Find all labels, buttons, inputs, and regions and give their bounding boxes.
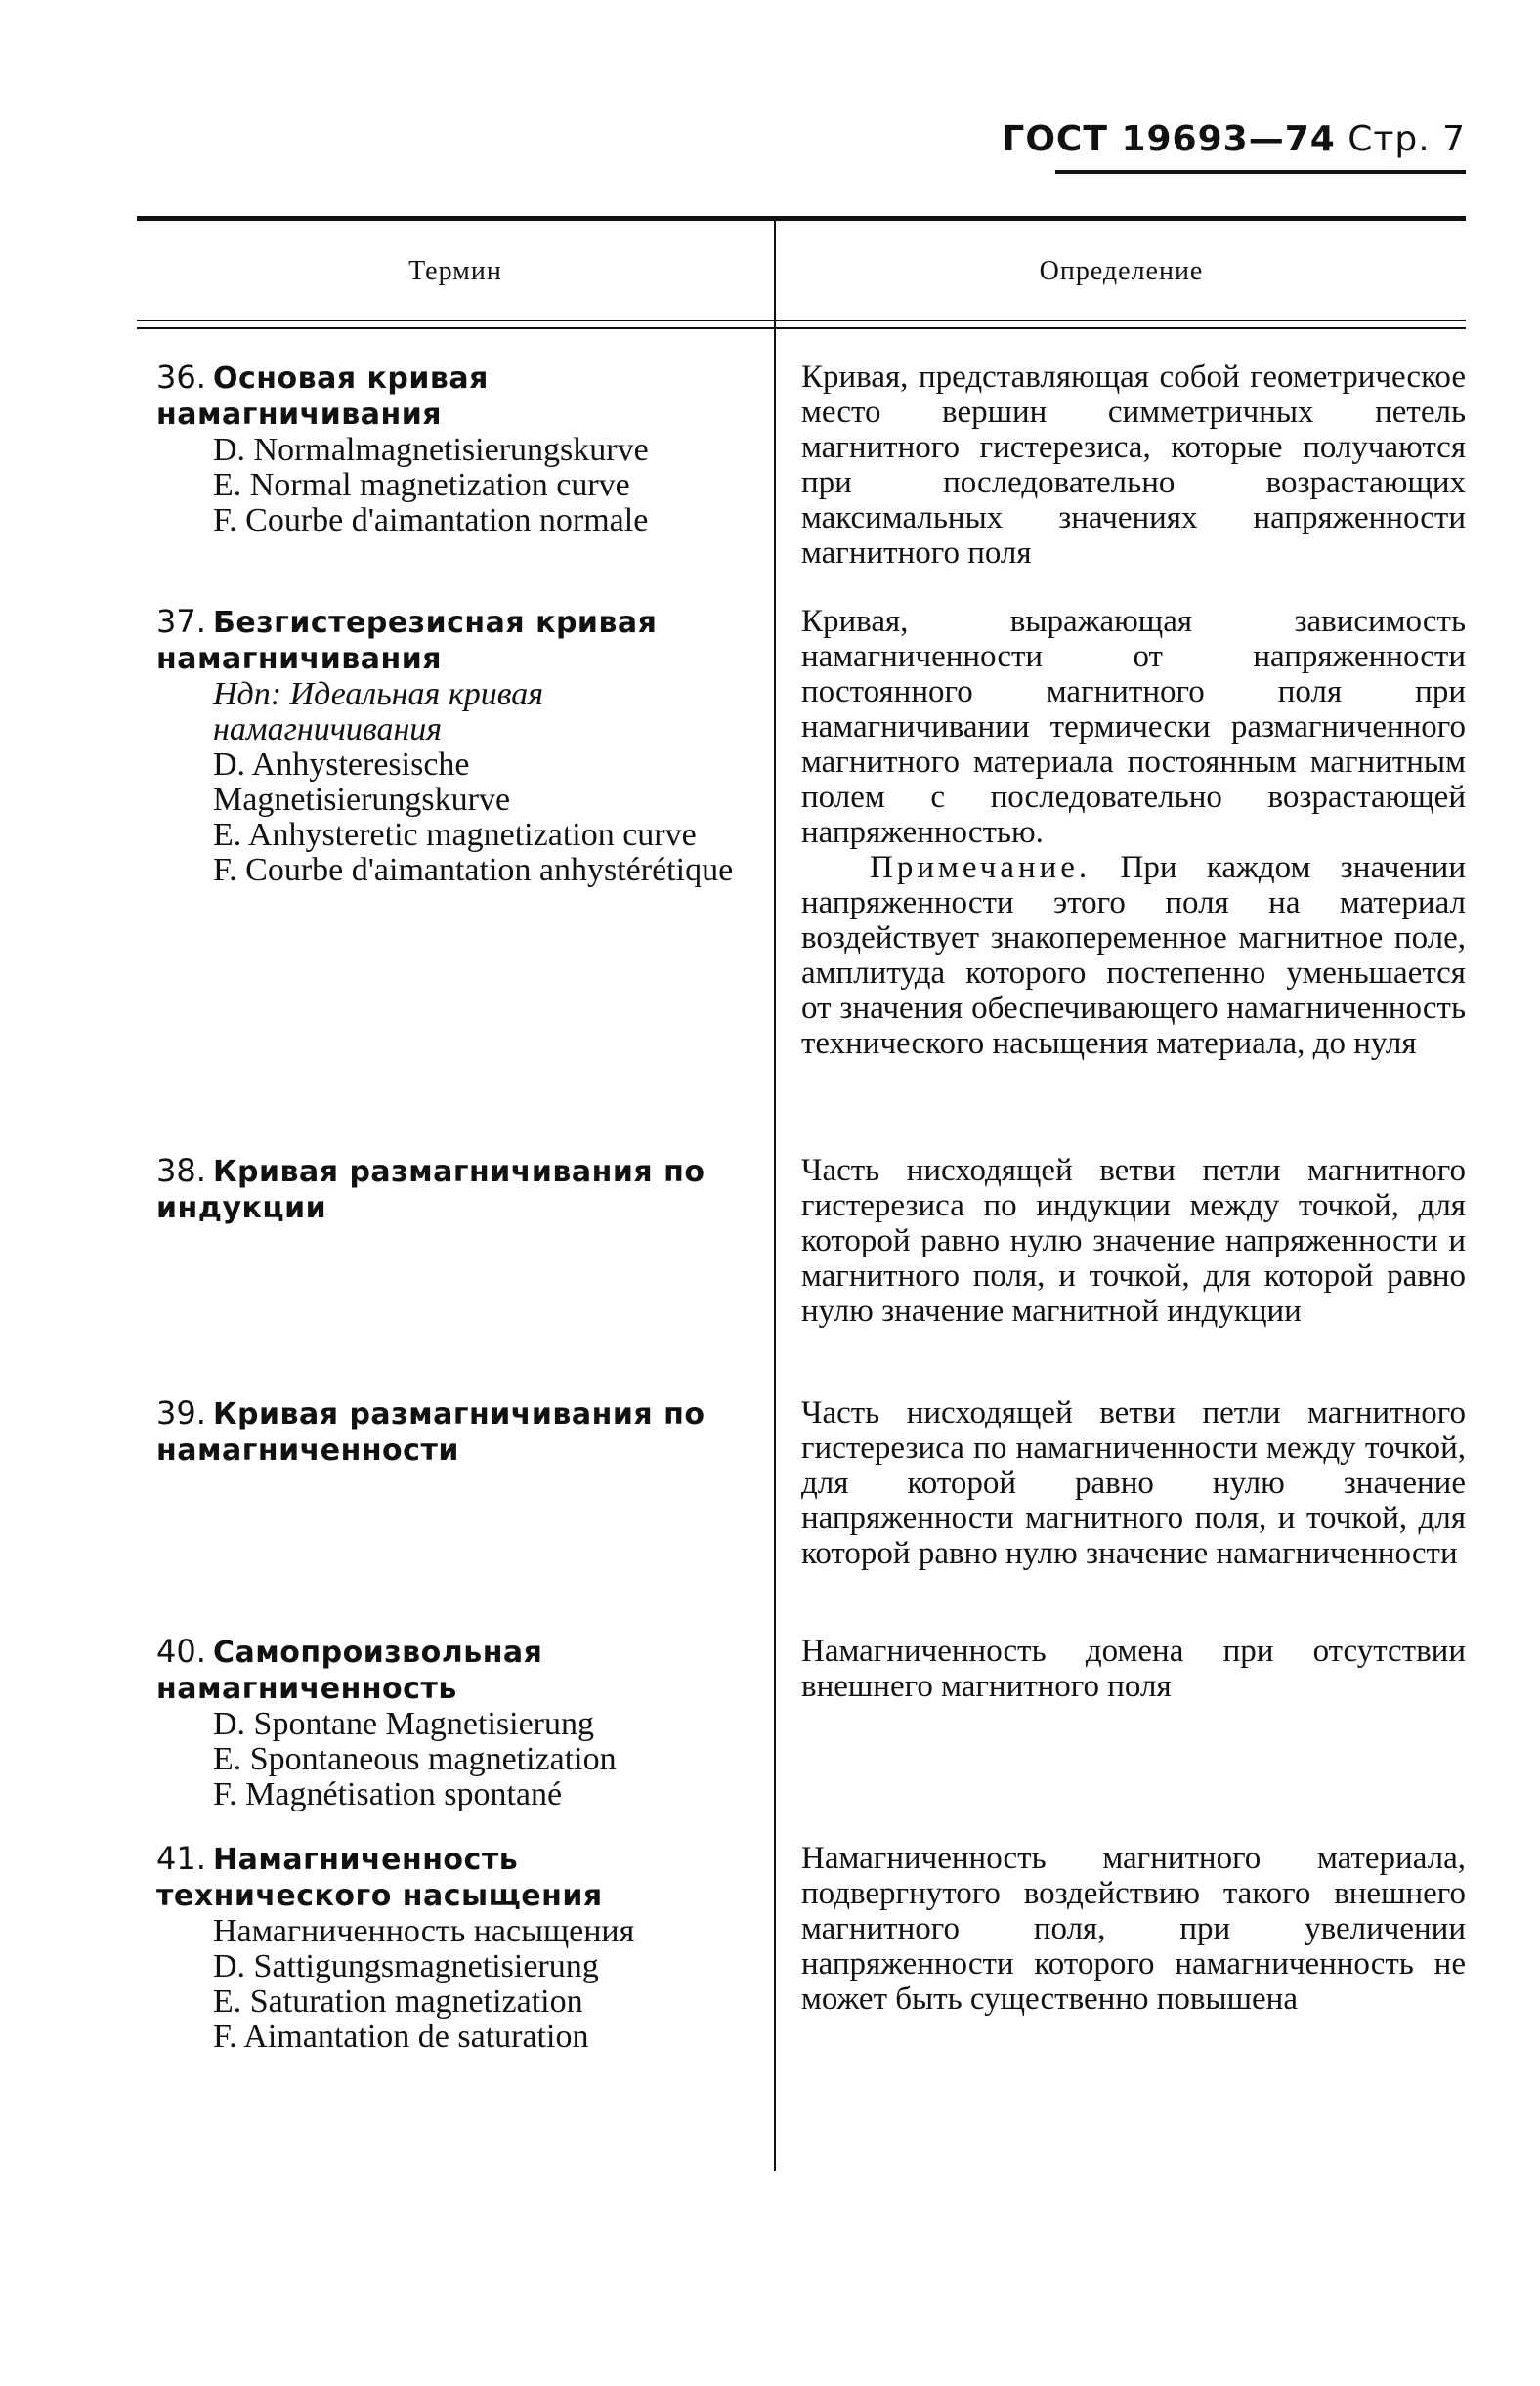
foreign-term: D. Anhysteresische Magnetisierungskurve bbox=[213, 746, 511, 818]
term-title: Кривая размагничивания по намагниченности bbox=[156, 1397, 706, 1468]
definition-cell bbox=[801, 1153, 1466, 1329]
definition-text: Намагниченность магнитного материала, подвергнутого воздействию такого внешнего магнитного поля, при увеличении напряженности которого намагниченность не может быть существенно повышена bbox=[801, 1841, 1466, 2017]
term-cell bbox=[156, 1841, 752, 2055]
term-cell bbox=[156, 1634, 752, 1812]
term-number: 36. bbox=[156, 359, 206, 396]
header-rule bbox=[1055, 170, 1466, 174]
definition-cell bbox=[801, 1634, 1466, 1704]
definition-cell bbox=[801, 360, 1466, 571]
synonym-term: Намагниченность насыщения bbox=[213, 1913, 635, 1949]
foreign-term: F. Courbe d'aimantation normale bbox=[213, 502, 649, 538]
page-header bbox=[977, 119, 1466, 159]
definition-text: Кривая, представляющая собой геометрическое место вершин симметричных петель магнитного гистерезиса, которые получаются при последовательно возрастающих максимальных значениях напряженности магнитного поля bbox=[801, 360, 1466, 571]
term-cell bbox=[156, 360, 752, 538]
definition-cell bbox=[801, 604, 1466, 1061]
term-title: Намагниченность технического насыщения bbox=[156, 1843, 603, 1913]
table-top-rule bbox=[137, 216, 1466, 221]
term-title: Безгистерезисная кривая намагничивания bbox=[156, 606, 658, 676]
term-title: Самопроизвольная намагниченность bbox=[156, 1636, 543, 1706]
foreign-term: E. Spontaneous magnetization bbox=[213, 1741, 617, 1777]
foreign-term: E. Saturation magnetization bbox=[213, 1983, 583, 2020]
term-number: 37. bbox=[156, 603, 206, 640]
column-header-term: Термин bbox=[408, 256, 502, 286]
foreign-term: D. Normalmagnetisierungskurve bbox=[213, 432, 649, 468]
header-double-rule bbox=[137, 327, 1466, 329]
term-number: 39. bbox=[156, 1394, 206, 1431]
foreign-term: F. Aimantation de saturation bbox=[213, 2019, 589, 2055]
foreign-term: D. Spontane Magnetisierung bbox=[213, 1706, 594, 1742]
term-title: Основая кривая намагничивания bbox=[156, 362, 489, 432]
foreign-term: D. Sattigungsmagnetisierung bbox=[213, 1948, 599, 1984]
foreign-term: E. Normal magnetization curve bbox=[213, 467, 630, 503]
term-cell bbox=[156, 1395, 752, 1469]
foreign-term: F. Courbe d'aimantation anhystérétique bbox=[213, 852, 734, 888]
note-text: При каждом значении напряженности этого поля на материал воздействует знакопеременное магнитное поле, амплитуда которого постепенно уменьшается от значения обеспечивающего намагниченность технического насыщения материала, до нуля bbox=[801, 850, 1467, 1061]
definition-cell bbox=[801, 1841, 1466, 2017]
term-number: 40. bbox=[156, 1633, 206, 1670]
definition-text: Намагниченность домена при отсутствии внешнего магнитного поля bbox=[801, 1634, 1466, 1704]
note bbox=[801, 850, 1466, 1061]
foreign-term: E. Anhysteretic magnetization curve bbox=[213, 817, 697, 853]
definition-text: Часть нисходящей ветви петли магнитного гистерезиса по индукции между точкой, для которой равно нулю значение напряженности и магнитного поля, и точкой, для которой равно нулю значение магнитной индукции bbox=[801, 1153, 1466, 1329]
term-title: Кривая размагничивания по индукции bbox=[156, 1155, 706, 1225]
definition-text: Часть нисходящей ветви петли магнитного гистерезиса по намагниченности между точкой, для которой равно нулю значение напряженности магнитного поля, и точкой, для которой равно нулю значение намагниченности bbox=[801, 1395, 1466, 1571]
term-number: 41. bbox=[156, 1840, 206, 1877]
foreign-term: F. Magnétisation spontané bbox=[213, 1776, 563, 1812]
note-label: Примечание. bbox=[870, 850, 1091, 885]
column-header-definition: Определение bbox=[1039, 256, 1204, 286]
term-cell bbox=[156, 604, 752, 888]
deprecated-term: Ндп: Идеальная кривая намагничивания bbox=[213, 676, 544, 747]
column-divider bbox=[774, 217, 776, 2171]
definition-cell bbox=[801, 1395, 1466, 1571]
standard-number: ГОСТ 19693—74 bbox=[1002, 119, 1336, 159]
page-label: Стр. 7 bbox=[1348, 119, 1466, 159]
definition-text: Кривая, выражающая зависимость намагниченности от напряженности постоянного магнитного поля при намагничивании термически размагниченного магнитного материала постоянным магнитным полем с последовательно возрастающей напряженностью. bbox=[801, 604, 1466, 850]
term-number: 38. bbox=[156, 1152, 206, 1189]
term-cell bbox=[156, 1153, 752, 1226]
header-double-rule bbox=[137, 320, 1466, 321]
